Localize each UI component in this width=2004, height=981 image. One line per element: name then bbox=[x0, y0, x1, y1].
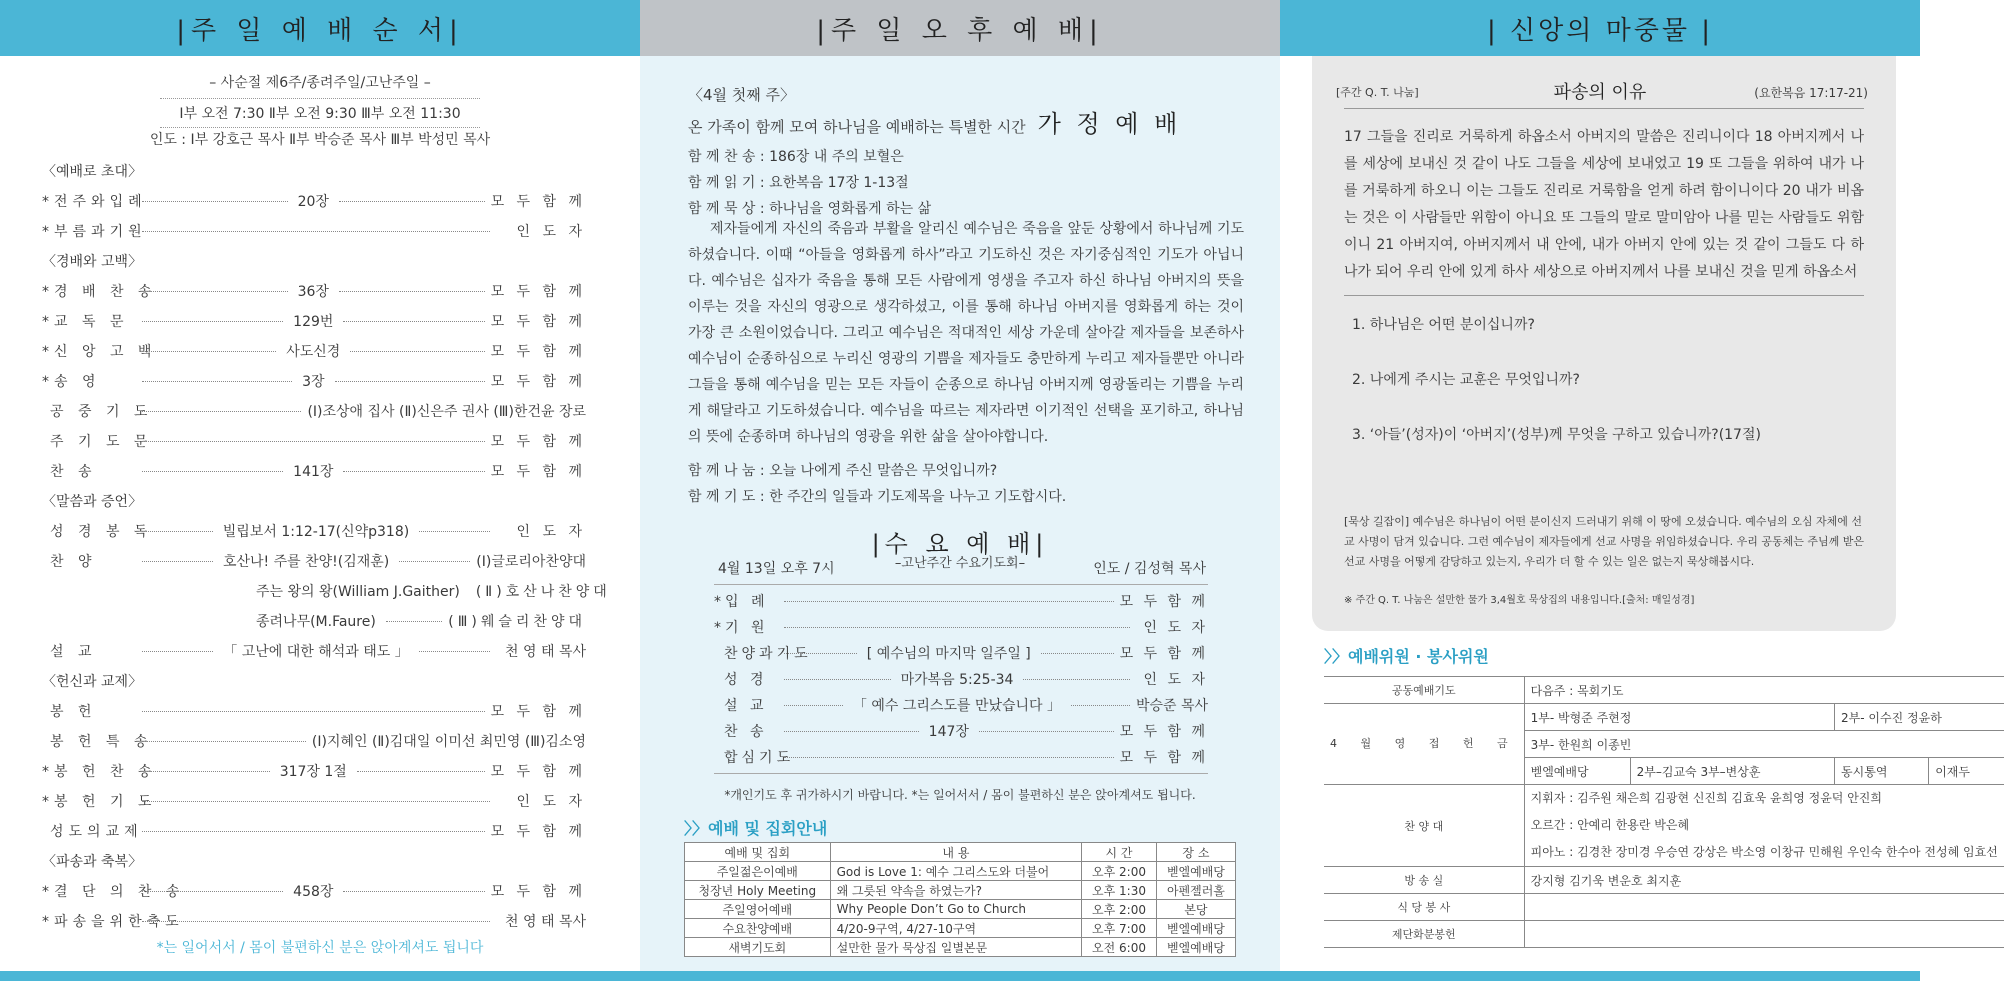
row-label: 방 송 실 bbox=[1324, 867, 1524, 894]
dot-leader bbox=[979, 731, 1114, 732]
section-heading: 〈예배로 초대〉 bbox=[42, 164, 143, 180]
order-item: 317장 1절 bbox=[279, 764, 347, 780]
dot-leader bbox=[142, 231, 490, 232]
header-afternoon-worship: |주 일 오 후 예 배| bbox=[640, 0, 1280, 56]
order-responsible: 모 두 함 께 bbox=[1119, 594, 1208, 610]
row-value: 2부- 이수진 정윤하 bbox=[1835, 704, 2004, 731]
order-responsible: (Ⅲ)웨슬리찬양대 bbox=[448, 614, 586, 630]
column-header: 예배 및 집회 bbox=[685, 843, 831, 862]
order-row bbox=[42, 726, 586, 756]
dot-leader bbox=[142, 561, 213, 562]
meeting-info-heading: 〉〉예배 및 집회안내 bbox=[684, 819, 828, 838]
order-item: 141장 bbox=[293, 464, 334, 480]
qt-questions bbox=[1352, 314, 1761, 479]
order-responsible: 인 도 자 bbox=[516, 524, 586, 540]
order-row bbox=[42, 426, 586, 456]
family-worship-closing bbox=[688, 458, 1066, 510]
hymn-line: 함 께 찬 송 : 186장 내 주의 보혈은 bbox=[688, 149, 904, 165]
family-worship-body: 제자들에게 자신의 죽음과 부활을 알리신 예수님은 죽음을 앞둔 상황에서 하나님께 기도하셨습니다. 이때 “아들을 영화롭게 하사”라고 기도하신 것은 자기중심적인 기도가 아닙니다. 예수님은 십자가 죽음을 통해 모든 사람에게 영생을 주고자 하신 하나님 아버지의 뜻을 이루는 것을 자신의 영광으로 생각하셨고, 이를 통해 하나님 아버지를 영화롭게 하는 것이 가장 큰 소원이었습니다. 그리고 예수님은 적대적인 세상 가운데 살아갈 제자들을 보존하사 예수님이 순종하심으로 누리신 영광의 기쁨을 제자들도 충만하게 누리고 제자들뿐만 아니라 그들을 통해 예수님을 믿는 모든 자들이 순종으로 하나님 아버지께 영광돌리는 기쁨을 누리게 해달라고 기도하셨습니다. 예수님을 따르는 제자라면 이기적인 선택을 포기하고, 하나님의 뜻에 순종하며 하나님의 영광을 위한 삶을 살아야합니다. bbox=[688, 221, 1244, 445]
table-cell: 오후 7:00 bbox=[1082, 919, 1157, 938]
order-responsible: 모 두 함 께 bbox=[490, 464, 587, 480]
qt-reference: (요한복음 17:17-21) bbox=[1754, 86, 1868, 100]
wednesday-row bbox=[714, 744, 1208, 770]
dot-leader bbox=[142, 651, 213, 652]
order-row bbox=[42, 546, 586, 576]
worship-subtitle: – 사순절 제6주/종려주일/고난주일 – bbox=[209, 75, 431, 91]
section-heading: 〈헌신과 교제〉 bbox=[42, 674, 143, 690]
table-row bbox=[685, 919, 1236, 938]
wednesday-leader: 인도 / 김성혁 목사 bbox=[1093, 561, 1206, 577]
table-cell: 4/20-9구역, 4/27-10구역 bbox=[830, 919, 1082, 938]
table-row bbox=[1324, 921, 2004, 948]
order-responsible: 모 두 함 께 bbox=[490, 194, 587, 210]
order-responsible: 모 두 함 께 bbox=[1119, 750, 1208, 766]
wednesday-note: *개인기도 후 귀가하시기 바랍니다. *는 일어서서 / 몸이 불편하신 분은 앉아계셔도 됩니다. bbox=[724, 788, 1196, 802]
intro-text: 온 가족이 함께 모여 하나님을 예배하는 특별한 시간 bbox=[688, 118, 1026, 136]
order-label: 설 교 bbox=[50, 644, 97, 660]
wednesday-row bbox=[714, 588, 1208, 614]
order-item: 20장 bbox=[297, 194, 329, 210]
footer-bar bbox=[0, 971, 1920, 981]
dot-leader bbox=[350, 351, 484, 352]
wednesday-row bbox=[714, 614, 1208, 640]
table-row bbox=[685, 900, 1236, 919]
order-label: * 경 배 찬 송 bbox=[42, 281, 136, 301]
qt-question: 1. 하나님은 어떤 분이십니까? bbox=[1352, 317, 1535, 333]
order-item: 3장 bbox=[302, 374, 325, 390]
qt-scripture-text: 17 그들을 진리로 거룩하게 하옵소서 아버지의 말씀은 진리니이다 18 아버지께서 나를 세상에 보내신 것 같이 나도 그들을 세상에 보내었고 19 또 그들을 위하여 내가 나를 거룩하게 하오니 이는 그들도 진리로 거룩함을 얻게 하려 함이니이다 20 내가 비옵는 것은 이 사람들만 위함이 아니요 또 그들의 말로 말미암아 나를 믿는 사람들도 위함이니 21 아버지여, 아버지께서 내 안에, 내가 아버지 안에 있는 것 같이 그들도 다 하나가 되어 우리 안에 있게 하사 세상으로 아버지께서 나를 보내신 것을 믿게 하옵소서 bbox=[1344, 129, 1864, 280]
dot-leader bbox=[142, 471, 283, 472]
header-bar bbox=[0, 0, 1920, 56]
dot-leader bbox=[339, 201, 485, 202]
order-label: * 봉 헌 기 도 bbox=[42, 791, 136, 811]
order-label: 공 중 기 도 bbox=[50, 404, 153, 420]
section-heading: 〈파송과 축복〉 bbox=[42, 854, 143, 870]
table-row bbox=[1324, 677, 2004, 704]
order-responsible: 천 영 태 목사 bbox=[505, 914, 586, 930]
dot-leader bbox=[1041, 653, 1114, 654]
faith-primer-column bbox=[1280, 56, 1998, 971]
order-label: 찬 송 bbox=[50, 464, 97, 480]
wednesday-row bbox=[714, 640, 1208, 666]
order-row bbox=[42, 336, 586, 366]
row-label: 공동예배기도 bbox=[1324, 677, 1524, 704]
column-header: 시 간 bbox=[1082, 843, 1157, 862]
dot-leader bbox=[142, 741, 306, 742]
table-row bbox=[685, 862, 1236, 881]
volunteers-heading: 〉〉예배위원 · 봉사위원 bbox=[1324, 647, 1489, 666]
table-cell: 아펜젤러홀 bbox=[1156, 881, 1235, 900]
section-heading: 〈말씀과 증언〉 bbox=[42, 494, 143, 510]
order-responsible: 인 도 자 bbox=[1143, 672, 1209, 688]
order-label: 찬 송 bbox=[724, 724, 768, 740]
dot-leader bbox=[784, 679, 891, 680]
table-cell: 오후 2:00 bbox=[1082, 862, 1157, 881]
table-cell: 벧엘예배당 bbox=[1156, 862, 1235, 881]
column-header: 장 소 bbox=[1156, 843, 1235, 862]
family-worship-title: 가 정 예 배 bbox=[1037, 110, 1182, 138]
order-responsible: 박승준 목사 bbox=[1135, 698, 1209, 714]
row-value: 오르간 : 안예리 한용란 박은혜 bbox=[1530, 818, 1690, 832]
qt-source-note: ※ 주간 Q. T. 나눔은 설만한 물가 3,4월호 묵상집의 내용입니다.[출처: 매일성경] bbox=[1344, 595, 1695, 606]
table-cell: 왜 그릇된 약속을 하였는가? bbox=[830, 881, 1082, 900]
divider bbox=[1344, 295, 1864, 296]
dot-leader bbox=[343, 891, 484, 892]
qt-tag: [주간 Q. T. 나눔] bbox=[1336, 86, 1419, 99]
order-label: 성 경 봉 독 bbox=[50, 524, 153, 540]
table-cell: 새벽기도회 bbox=[685, 938, 831, 957]
order-responsible: 모 두 함 께 bbox=[490, 284, 587, 300]
dot-leader bbox=[142, 291, 288, 292]
table-cell: 주일영어예배 bbox=[685, 900, 831, 919]
order-row bbox=[42, 366, 586, 396]
order-label: 찬 양 bbox=[50, 554, 97, 570]
table-row bbox=[685, 938, 1236, 957]
divider bbox=[1344, 108, 1864, 109]
service-times: Ⅰ부 오전 7:30 Ⅱ부 오전 9:30 Ⅲ부 오전 11:30 bbox=[160, 98, 480, 128]
table-cell: 벧엘예배당 bbox=[1156, 938, 1235, 957]
row-value bbox=[1524, 894, 2004, 921]
order-row bbox=[42, 306, 586, 336]
table-header-row bbox=[685, 843, 1236, 862]
row-value: 벧엘예배당 bbox=[1524, 758, 1630, 785]
order-item: 36장 bbox=[297, 284, 329, 300]
meditation-line: 함 께 묵 상 : 하나님을 영화롭게 하는 삶 bbox=[688, 201, 932, 217]
section-heading: 〈경배와 고백〉 bbox=[42, 254, 143, 270]
order-responsible: 천 영 태 목사 bbox=[505, 644, 586, 660]
table-cell: Why People Don’t Go to Church bbox=[830, 900, 1082, 919]
order-item: 「 고난에 대한 해석과 태도 」 bbox=[223, 644, 409, 660]
order-responsible: (Ⅰ)글로리아찬양대 bbox=[476, 554, 586, 570]
wednesday-date: 4월 13일 오후 7시 bbox=[718, 561, 835, 577]
row-label: 제단화분봉헌 bbox=[1324, 921, 1524, 948]
dot-leader bbox=[142, 201, 288, 202]
order-row bbox=[42, 696, 586, 726]
dot-leader bbox=[142, 441, 485, 442]
order-item: 사도신경 bbox=[286, 344, 341, 360]
table-cell: 벧엘예배당 bbox=[1156, 919, 1235, 938]
reading-line: 함 께 읽 기 : 요한복음 17장 1-13절 bbox=[688, 175, 909, 191]
qt-question: 2. 나에게 주시는 교훈은 무엇입니까? bbox=[1352, 372, 1580, 388]
dot-leader bbox=[142, 831, 485, 832]
order-label: 성 경 bbox=[724, 672, 768, 688]
order-row bbox=[42, 396, 586, 426]
order-row bbox=[42, 186, 586, 216]
order-responsible: (Ⅰ)조상애 집사 (Ⅱ)신은주 권사 (Ⅲ)한건윤 장로 bbox=[307, 404, 586, 420]
order-responsible: 모 두 함 께 bbox=[1119, 724, 1209, 740]
order-row bbox=[42, 516, 586, 546]
wednesday-subtitle: –고난주간 수요기도회– bbox=[894, 556, 1026, 571]
afternoon-column bbox=[640, 56, 1280, 971]
order-label: * 입 례 bbox=[714, 591, 778, 611]
order-item: 458장 bbox=[293, 884, 334, 900]
table-cell: 수요찬양예배 bbox=[685, 919, 831, 938]
row-value: 1부- 박형준 주현정 bbox=[1524, 704, 1834, 731]
dot-leader bbox=[784, 653, 857, 654]
dot-leader bbox=[142, 321, 283, 322]
order-row bbox=[42, 636, 586, 666]
order-label: * 신 앙 고 백 bbox=[42, 341, 136, 361]
order-responsible: (Ⅱ)호산나찬양대 bbox=[475, 584, 611, 600]
order-row bbox=[42, 816, 586, 846]
qt-title: 파송의 이유 bbox=[1553, 82, 1647, 103]
order-row bbox=[42, 876, 586, 906]
wednesday-title: |수 요 예 배| bbox=[871, 530, 1049, 558]
meditation-guide: [묵상 길잡이] 예수님은 하나님이 어떤 분이신지 드러내기 위해 이 땅에 오셨습니다. 예수님의 오심 자체에 선교 사명이 담겨 있습니다. 그런 예수님이 제자들에게 선교 사명을 위임하셨습니다. 우리 공동체는 주님께 받은 선교 사명을 어떻게 감당하고 있는지, 우리가 더 할 수 있는 일은 없는지 묵상해봅시다. bbox=[1344, 515, 1864, 568]
table-row bbox=[1324, 894, 2004, 921]
week-label: 〈4월 첫째 주〉 bbox=[688, 86, 796, 104]
standing-note: *는 일어서서 / 몸이 불편하신 분은 앉아계셔도 됩니다 bbox=[156, 940, 484, 956]
dot-leader bbox=[784, 731, 919, 732]
order-row bbox=[42, 456, 586, 486]
order-item: [ 예수님의 마지막 일주일 ] bbox=[866, 646, 1031, 662]
row-value bbox=[1524, 921, 2004, 948]
order-row bbox=[42, 216, 586, 246]
table-cell: God is Love 1: 예수 그리스도와 더불어 bbox=[830, 862, 1082, 881]
order-label: * 교 독 문 bbox=[42, 311, 136, 331]
order-responsible: 인 도 자 bbox=[1143, 620, 1208, 636]
dot-leader bbox=[339, 291, 485, 292]
column-header: 내 용 bbox=[830, 843, 1082, 862]
worship-order-column bbox=[0, 56, 640, 971]
dot-leader bbox=[142, 711, 485, 712]
order-item: 마가복음 5:25-34 bbox=[900, 672, 1014, 688]
table-cell: 오전 6:00 bbox=[1082, 938, 1157, 957]
dot-leader bbox=[142, 771, 270, 772]
qt-question: 3. ‘아들’(성자)이 ‘아버지’(성부)께 무엇을 구하고 있습니까?(17절) bbox=[1352, 427, 1761, 443]
dot-leader bbox=[142, 921, 490, 922]
dot-leader bbox=[142, 531, 213, 532]
dot-leader bbox=[399, 561, 470, 562]
dot-leader bbox=[386, 621, 442, 622]
table-cell: 본당 bbox=[1156, 900, 1235, 919]
dot-leader bbox=[142, 381, 292, 382]
row-value: 이재두 bbox=[1929, 758, 2004, 785]
row-label: 찬 양 대 bbox=[1324, 785, 1524, 867]
table-row bbox=[1324, 785, 2004, 867]
dot-leader bbox=[142, 801, 490, 802]
table-cell: 오후 1:30 bbox=[1082, 881, 1157, 900]
order-responsible: 모 두 함 께 bbox=[1119, 646, 1209, 662]
wednesday-row bbox=[714, 692, 1208, 718]
volunteers-table bbox=[1324, 676, 2004, 948]
pray-line: 함 께 기 도 : 한 주간의 일들과 기도제목을 나누고 기도합시다. bbox=[688, 489, 1067, 505]
order-label: * 기 원 bbox=[714, 617, 778, 637]
header-faith-primer: | 신앙의 마중물 | bbox=[1280, 0, 1920, 56]
order-row bbox=[42, 756, 586, 786]
table-row bbox=[685, 881, 1236, 900]
row-value: 지휘자 : 김주원 채은희 김광현 신진희 김효욱 윤희영 정윤덕 안진희 bbox=[1530, 791, 1882, 805]
dot-leader bbox=[419, 531, 490, 532]
choir-list bbox=[1524, 785, 2004, 867]
order-row bbox=[42, 786, 586, 816]
table-row bbox=[1324, 704, 2004, 731]
order-label: 봉 헌 특 송 bbox=[50, 734, 153, 750]
dot-leader bbox=[419, 651, 490, 652]
order-item: 129번 bbox=[293, 314, 334, 330]
order-label: 주 기 도 문 bbox=[50, 434, 153, 450]
order-label: * 파송을위한축도 bbox=[42, 911, 136, 931]
dot-leader bbox=[1071, 705, 1130, 706]
dot-leader bbox=[343, 321, 484, 322]
wednesday-order-list bbox=[714, 584, 1208, 774]
order-responsible: 모 두 함 께 bbox=[490, 374, 587, 390]
order-responsible: 모 두 함 께 bbox=[490, 434, 586, 450]
order-responsible: (Ⅰ)지혜인 (Ⅱ)김대일 이미선 최민영 (Ⅲ)김소영 bbox=[311, 734, 586, 750]
row-value: 피아노 : 김경찬 장미경 우승연 강상은 박소영 이창규 민해원 우인숙 한수아 전성혜 임효선 bbox=[1530, 845, 1998, 859]
row-value: 다음주 : 목회기도 bbox=[1524, 677, 2004, 704]
order-label: 설 교 bbox=[724, 698, 768, 714]
meeting-info-table bbox=[684, 842, 1236, 957]
dot-leader bbox=[357, 771, 485, 772]
order-responsible: 모 두 함 께 bbox=[490, 884, 587, 900]
table-cell: 주일젊은이예배 bbox=[685, 862, 831, 881]
row-value: 3부- 한원희 이종빈 bbox=[1524, 731, 2004, 758]
dot-leader bbox=[784, 627, 1130, 628]
order-item: 호산나! 주를 찬양!(김재훈) bbox=[222, 554, 390, 570]
order-label: 봉 헌 bbox=[50, 704, 97, 720]
table-cell: 오후 2:00 bbox=[1082, 900, 1157, 919]
dot-leader bbox=[343, 471, 484, 472]
order-row bbox=[42, 606, 586, 636]
order-row bbox=[42, 276, 586, 306]
dot-leader bbox=[784, 705, 843, 706]
order-responsible: 모 두 함 께 bbox=[490, 704, 586, 720]
row-value: 2부–김교숙 3부–변상훈 bbox=[1630, 758, 1834, 785]
dot-leader bbox=[784, 757, 1114, 758]
order-label: * 부름과기원 bbox=[42, 221, 136, 241]
family-worship-meta bbox=[688, 144, 931, 222]
order-label: * 결 단 의 찬 송 bbox=[42, 881, 136, 901]
service-leaders: 인도 : Ⅰ부 강호근 목사 Ⅱ부 박승준 목사 Ⅲ부 박성민 목사 bbox=[149, 132, 491, 148]
order-row bbox=[42, 576, 611, 606]
order-responsible: 인 도 자 bbox=[516, 224, 586, 240]
order-label: * 전주와입례 bbox=[42, 191, 136, 211]
table-cell: 설만한 물가 묵상집 일별본문 bbox=[830, 938, 1082, 957]
order-item: 종려나무(M.Faure) bbox=[256, 614, 376, 630]
row-value: 강지형 김기욱 변운호 최지훈 bbox=[1524, 867, 2004, 894]
row-label: 식 당 봉 사 bbox=[1324, 894, 1524, 921]
dot-leader bbox=[1023, 679, 1130, 680]
dot-leader bbox=[142, 411, 301, 412]
share-line: 함 께 나 눔 : 오늘 나에게 주신 말씀은 무엇입니까? bbox=[688, 463, 998, 479]
wednesday-row bbox=[714, 666, 1208, 692]
dot-leader bbox=[142, 891, 283, 892]
dot-leader bbox=[142, 351, 276, 352]
order-label: 성도의교제 bbox=[50, 824, 143, 840]
order-responsible: 모 두 함 께 bbox=[490, 764, 586, 780]
header-worship-order: |주 일 예 배 순 서| bbox=[0, 0, 640, 56]
order-label: * 송 영 bbox=[42, 371, 136, 391]
order-item: 주는 왕의 왕(William J.Gaither) bbox=[256, 584, 460, 600]
order-item: 빌립보서 1:12-17(신약p318) bbox=[222, 524, 410, 540]
order-item: 147장 bbox=[928, 724, 969, 740]
order-row bbox=[42, 906, 586, 936]
order-item: 「 예수 그리스도를 만났습니다 」 bbox=[852, 698, 1062, 714]
order-label: 합심기도 bbox=[724, 750, 795, 766]
order-responsible: 인 도 자 bbox=[516, 794, 586, 810]
order-responsible: 모 두 함 께 bbox=[490, 314, 587, 330]
row-value: 동시통역 bbox=[1835, 758, 1929, 785]
order-label: * 봉 헌 찬 송 bbox=[42, 761, 136, 781]
order-responsible: 모 두 함 께 bbox=[490, 344, 586, 360]
family-worship-intro bbox=[688, 104, 1181, 139]
dot-leader bbox=[784, 601, 1114, 602]
row-label: 4 월 영 접 헌 금 bbox=[1324, 704, 1524, 785]
order-label: 찬양과기도 bbox=[724, 646, 812, 662]
table-cell: 청장년 Holy Meeting bbox=[685, 881, 831, 900]
worship-order-list bbox=[42, 156, 611, 936]
dot-leader bbox=[335, 381, 485, 382]
order-responsible: 모 두 함 께 bbox=[490, 824, 586, 840]
table-row bbox=[1324, 867, 2004, 894]
wednesday-row bbox=[714, 718, 1208, 744]
